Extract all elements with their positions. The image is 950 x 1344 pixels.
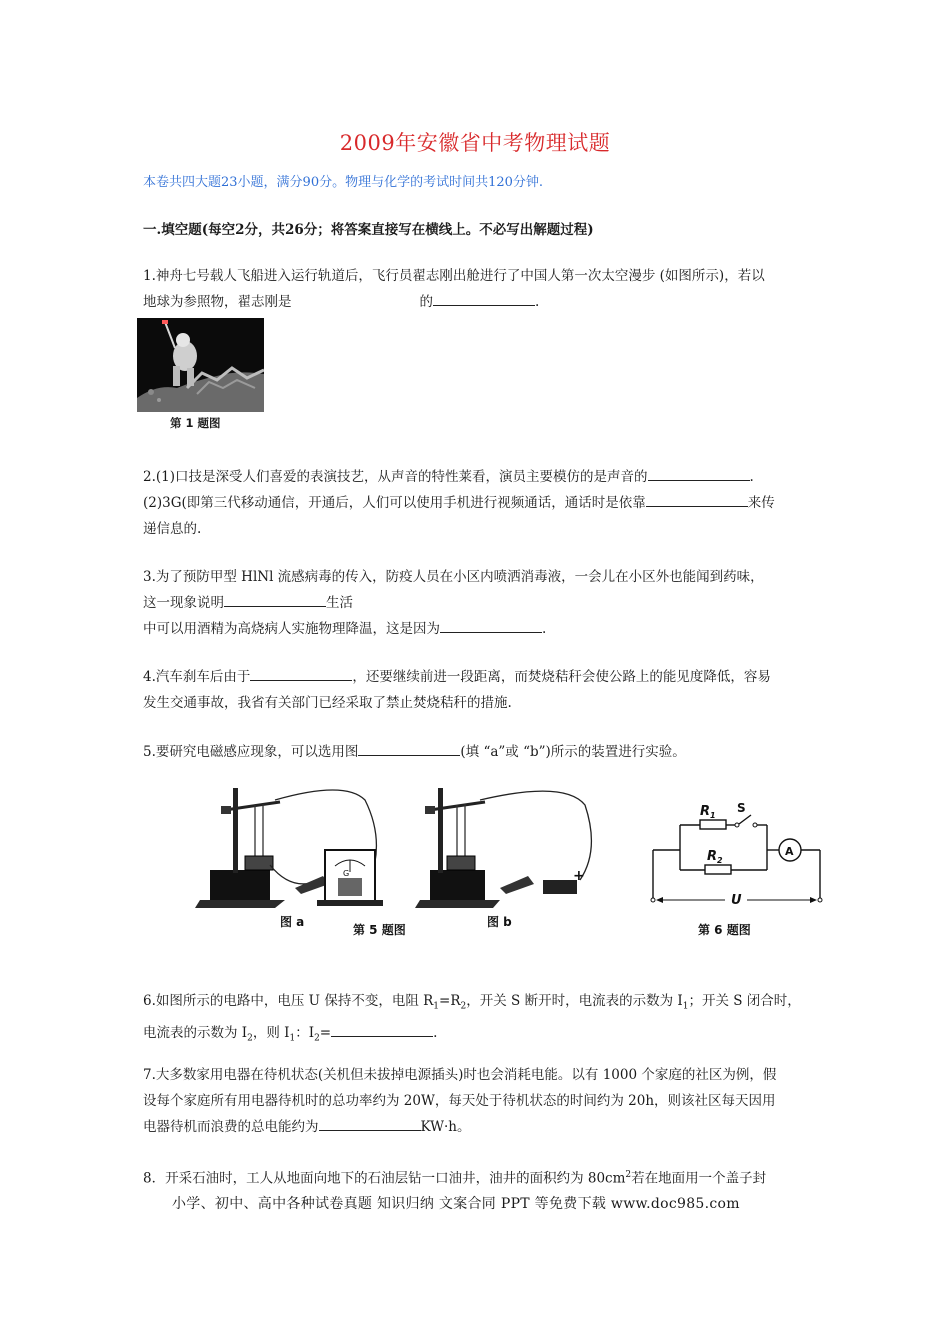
- figure-a-apparatus: [195, 788, 383, 908]
- question-8: 8．开采石油时，工人从地面向地下的石油层钻一口油井，油井的面积约为 $80cm^2$若在地面用一个盖子封: [143, 1170, 767, 1187]
- question-2-line-2: (2)3G(即第三代移动通信，开通后，人们可以使用手机进行视频通话，通话时是依靠: [143, 495, 646, 511]
- ammeter-label: A: [785, 845, 794, 858]
- answer-blank[interactable]: [440, 616, 542, 633]
- question-5-line-1: 5.要研究电磁感应现象，可以选用图: [143, 744, 359, 760]
- question-1-line-2: 地球为参照物，翟志刚是: [143, 294, 292, 310]
- svg-text:R2: $R_2$: [707, 849, 723, 865]
- question-2-line-1: 2.(1)口技是深受人们喜爱的表演技艺，从声音的特性莱看，演员主要模仿的是声音的: [143, 469, 648, 485]
- question-3-line-1: 3.为了预防甲型 HlNl 流感病毒的传入，防疫人员在小区内喷洒消毒液，一会儿在小区外也能闻到药味，: [143, 569, 764, 585]
- question-1: 1.神舟七号载人飞船进入运行轨道后，飞行员翟志刚出舱进行了中国人第一次太空漫步 (如图所示)，若以 地球为参照物，翟志刚是 的 .: [143, 268, 765, 310]
- voltage-label: U: [731, 893, 742, 908]
- answer-blank[interactable]: [331, 1020, 433, 1037]
- figure-1-caption: 第 1 题图: [170, 416, 221, 430]
- resistor-r1: [700, 820, 726, 829]
- question-4: 4.汽车刹车后由于 ，还要继续前进一段距离，而焚烧秸秆会使公路上的能见度降低，容易 发生交通事故，我省有关部门已经采取了禁止焚烧秸秆的措施.: [143, 664, 811, 716]
- question-7: 7.大多数家用电器在待机状态(关机但未拔掉电源插头)时也会消耗电能。以有 1000 个家庭的社区为例，假 设每个家庭所有用电器待机时的总功率约为 20W，每天处于待机状态的时间约为 20h，则该社区每天因用 电器待机而浪费的总电能约为 KW·h。: [143, 1067, 777, 1135]
- figure-6-caption: 第 6 题图: [698, 923, 751, 937]
- figure-b-apparatus: [415, 788, 591, 908]
- figure-a-label: 图 a: [280, 915, 305, 929]
- answer-blank[interactable]: [358, 739, 460, 756]
- answer-blank[interactable]: [224, 590, 326, 607]
- spacewalk-photo: [137, 318, 264, 412]
- answer-blank[interactable]: [648, 464, 750, 481]
- resistor-r2: [705, 865, 731, 874]
- question-1-word: 的: [419, 294, 433, 310]
- svg-text:+: +: [573, 868, 585, 884]
- svg-text:R1: $R_1$: [700, 804, 716, 820]
- exam-intro: 本卷共四大题23小题，满分90分。物理与化学的考试时间共120分钟.: [143, 175, 544, 190]
- figure-5-caption: 第 5 题图: [353, 923, 406, 937]
- footer-text: 小学、初中、高中各种试卷真题 知识归纳 文案合同 PPT 等免费下载 www.doc985.com: [172, 1196, 740, 1212]
- answer-blank[interactable]: [433, 289, 535, 306]
- section-heading: 一.填空题(每空2分，共26分；将答案直接写在横线上。不必写出解题过程): [143, 222, 594, 238]
- figure-b-label: 图 b: [487, 915, 512, 929]
- question-6: 6.如图所示的电路中，电压 U 保持不变，电阻 $R_1=R_2$，开关 S 断开时，电流表的示数为 $I_1$；开关 S 闭合时， 电流表的示数为 $I_2$，则 $I_1$：$I_2=$ .: [143, 993, 801, 1044]
- question-3-line-2: 这一现象说明: [143, 595, 224, 611]
- switch-label: S: [737, 801, 746, 815]
- question-3: 3.为了预防甲型 HlNl 流感病毒的传入，防疫人员在小区内喷洒消毒液，一会儿在小区外也能闻到药味， 这一现象说明 生活 中可以用酒精为高烧病人实施物理降温，这是因为 .: [143, 569, 764, 637]
- galvanometer-label: G: [343, 869, 350, 878]
- answer-blank[interactable]: [250, 664, 352, 681]
- page-title: 2009年安徽省中考物理试题: [339, 131, 611, 155]
- question-1-line-1: 1.神舟七号载人飞船进入运行轨道后，飞行员翟志刚出舱进行了中国人第一次太空漫步 (如图所示)，若以: [143, 268, 765, 284]
- answer-blank[interactable]: [646, 490, 748, 507]
- question-2-line-3: 递信息的.: [143, 521, 202, 537]
- switch-s: [739, 815, 751, 824]
- question-5: 5.要研究电磁感应现象，可以选用图 (填 “a”或 “b”)所示的装置进行实验。: [143, 739, 811, 765]
- circuit-diagram: [651, 801, 822, 908]
- question-4-line-1: 4.汽车刹车后由于: [143, 669, 251, 685]
- question-2: 2.(1)口技是深受人们喜爱的表演技艺，从声音的特性莱看，演员主要模仿的是声音的 . (2)3G(即第三代移动通信，开通后，人们可以使用手机进行视频通话，通话时是依靠 来传 递信息的.: [143, 464, 811, 542]
- question-4-line-2: 发生交通事故，我省有关部门已经采取了禁止焚烧秸秆的措施.: [143, 695, 512, 711]
- question-3-line-3: 中可以用酒精为高烧病人实施物理降温，这是因为: [143, 621, 440, 637]
- experiment-figures: [195, 780, 835, 945]
- answer-blank[interactable]: [319, 1114, 421, 1131]
